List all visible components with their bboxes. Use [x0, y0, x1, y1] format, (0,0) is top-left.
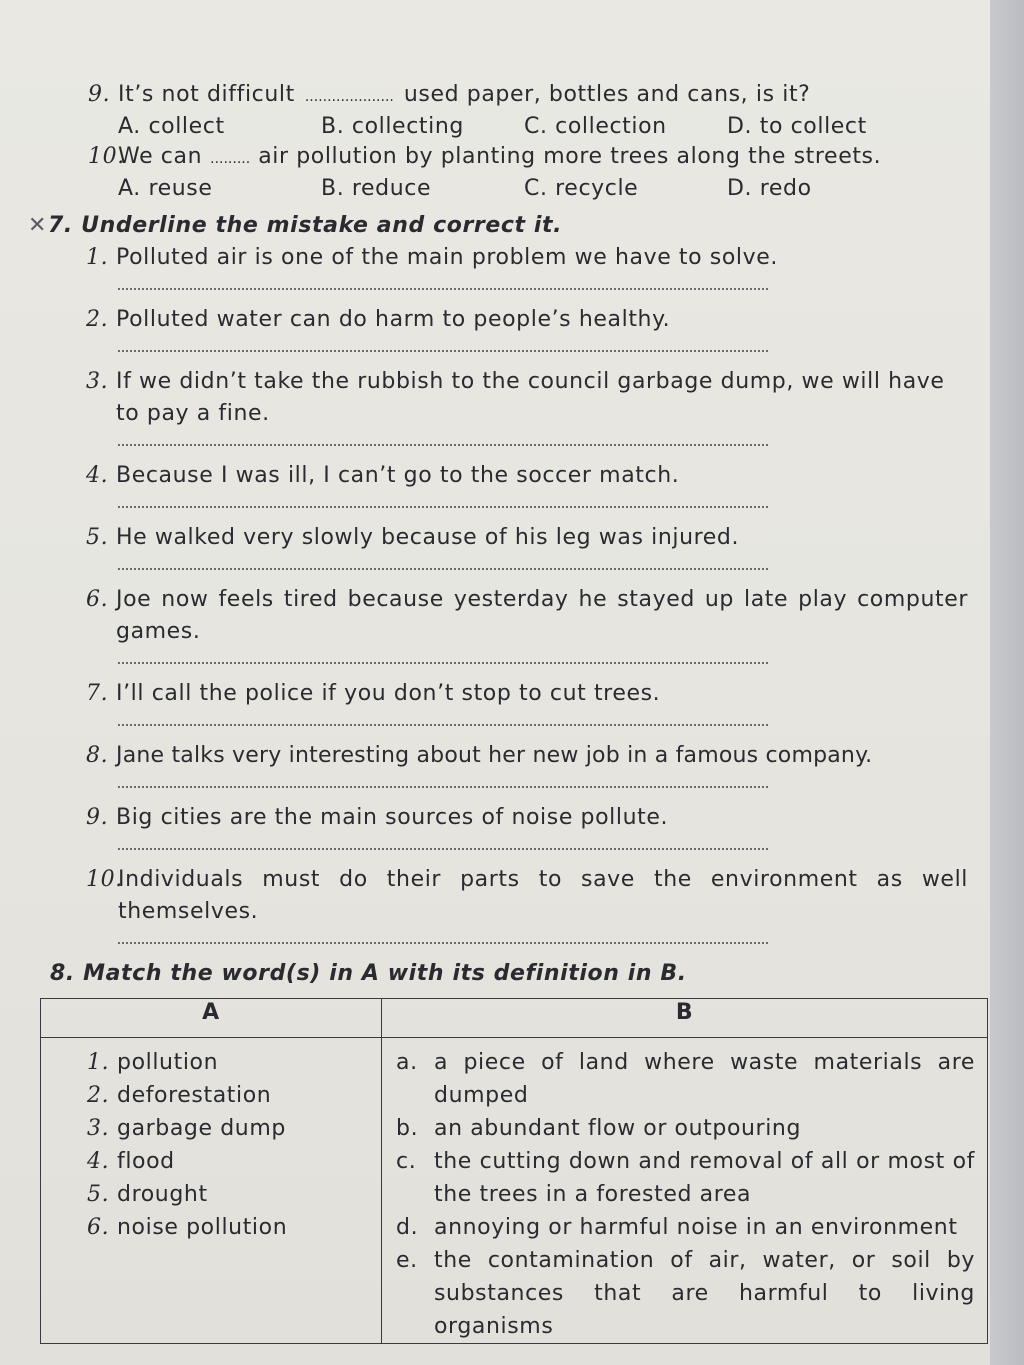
- item-number: 5.: [86, 525, 109, 550]
- exercise-item: [56, 864, 968, 944]
- column-b-header: B: [382, 999, 988, 1038]
- item-sentence: Because I was ill, I can’t go to the soccer match.: [116, 463, 680, 488]
- item-number: 2.: [86, 307, 109, 332]
- item-number: 9.: [86, 805, 109, 830]
- exercise-item: [56, 304, 968, 352]
- section-7-title: 7. Underline the mistake and correct it.: [48, 213, 563, 238]
- item-sentence: Polluted water can do harm to people’s healthy.: [116, 307, 671, 332]
- option-a: A. reuse: [118, 176, 213, 201]
- answer-blank: .........: [210, 151, 251, 167]
- column-a-header: A: [41, 999, 382, 1038]
- definition-letter: c.: [396, 1149, 417, 1174]
- item-sentence: He walked very slowly because of his leg was injured.: [116, 525, 740, 550]
- item-sentence: Joe now feels tired because yesterday he stayed up late play computer games.: [116, 587, 968, 644]
- exercise-item: [56, 740, 968, 788]
- question-number: 10.: [88, 144, 125, 169]
- word-text: flood: [117, 1149, 175, 1174]
- word-number: 1.: [87, 1050, 110, 1075]
- option-b: B. reduce: [321, 176, 432, 201]
- exercise-item: [56, 242, 968, 290]
- item-sentence: If we didn’t take the rubbish to the council garbage dump, we will have to pay a fine.: [116, 369, 945, 426]
- matching-table: [40, 998, 988, 1344]
- word-number: 6.: [87, 1215, 110, 1240]
- item-sentence: Polluted air is one of the main problem we have to solve.: [116, 245, 778, 270]
- answer-line[interactable]: [118, 772, 768, 788]
- section-8-title: 8. Match the word(s) in A with its definition in B.: [50, 961, 687, 986]
- definition-item: [396, 1145, 975, 1211]
- word-text: noise pollution: [117, 1215, 288, 1240]
- word-item: [87, 1145, 381, 1178]
- section-8-heading: [50, 958, 968, 990]
- word-number: 4.: [87, 1149, 110, 1174]
- question-10-options: [56, 174, 968, 204]
- background-surface: [990, 0, 1024, 1365]
- word-item: [87, 1079, 381, 1112]
- section-7-heading: [28, 210, 968, 242]
- item-sentence: Individuals must do their parts to save the environment as well themselves.: [118, 867, 968, 924]
- exercise-item: [56, 678, 968, 726]
- question-text-before: We can: [118, 144, 203, 169]
- item-number: 8.: [86, 743, 109, 768]
- word-text: drought: [117, 1182, 208, 1207]
- exercise-item: [56, 802, 968, 850]
- answer-line[interactable]: [118, 710, 768, 726]
- definition-text: the contamination of air, water, or soil by substances that are harmful to living organisms: [434, 1248, 975, 1339]
- answer-line[interactable]: [118, 554, 768, 570]
- answer-line[interactable]: [118, 492, 768, 508]
- option-a: A. collect: [118, 114, 225, 139]
- item-sentence: Jane talks very interesting about her new job in a famous company.: [116, 743, 873, 768]
- question-10: [56, 142, 968, 174]
- item-number: 4.: [86, 463, 109, 488]
- item-number: 6.: [86, 587, 109, 612]
- option-d: D. redo: [727, 176, 812, 201]
- definition-letter: b.: [396, 1116, 419, 1141]
- table-body-row: [41, 1038, 988, 1344]
- column-a-cell: [41, 1038, 382, 1344]
- word-item: [87, 1046, 381, 1079]
- definition-text: a piece of land where waste materials are dumped: [434, 1050, 975, 1108]
- question-text-after: air pollution by planting more trees along the streets.: [258, 144, 882, 169]
- answer-line[interactable]: [118, 834, 768, 850]
- exercise-item: [56, 366, 968, 446]
- answer-blank: ....................: [304, 89, 394, 105]
- option-b: B. collecting: [321, 114, 464, 139]
- option-c: C. collection: [524, 114, 667, 139]
- item-sentence: Big cities are the main sources of noise pollute.: [116, 805, 669, 830]
- word-item: [87, 1211, 381, 1244]
- definition-text: the cutting down and removal of all or most of the trees in a forested area: [434, 1149, 975, 1207]
- word-number: 2.: [87, 1083, 110, 1108]
- word-text: pollution: [117, 1050, 219, 1075]
- word-text: deforestation: [117, 1083, 272, 1108]
- definition-letter: d.: [396, 1215, 419, 1240]
- exercise-item: [56, 460, 968, 508]
- word-number: 3.: [87, 1116, 110, 1141]
- definition-item: [396, 1244, 975, 1343]
- definition-text: annoying or harmful noise in an environment: [434, 1215, 958, 1240]
- answer-line[interactable]: [118, 430, 768, 446]
- answer-line[interactable]: [118, 648, 768, 664]
- question-text-after: used paper, bottles and cans, is it?: [403, 82, 811, 107]
- answer-line[interactable]: [118, 336, 768, 352]
- question-9-options: [56, 112, 968, 142]
- question-text-before: It’s not difficult: [118, 82, 295, 107]
- word-item: [87, 1112, 381, 1145]
- column-b-cell: [382, 1038, 988, 1344]
- option-c: C. recycle: [524, 176, 639, 201]
- exercise-item: [56, 522, 968, 570]
- word-number: 5.: [87, 1182, 110, 1207]
- word-item: [87, 1178, 381, 1211]
- question-9: [56, 80, 968, 112]
- item-number: 3.: [86, 369, 109, 394]
- item-number: 1.: [86, 245, 109, 270]
- word-text: garbage dump: [117, 1116, 286, 1141]
- definition-letter: e.: [396, 1248, 418, 1273]
- definition-letter: a.: [396, 1050, 418, 1075]
- definition-item: [396, 1211, 975, 1244]
- answer-line[interactable]: [118, 274, 768, 290]
- exercise-item: [56, 584, 968, 664]
- question-number: 9.: [88, 82, 111, 107]
- item-sentence: I’ll call the police if you don’t stop to cut trees.: [116, 681, 661, 706]
- item-number: 10.: [86, 867, 123, 892]
- item-number: 7.: [86, 681, 109, 706]
- worksheet-content: [28, 80, 968, 990]
- table-header-row: [41, 999, 988, 1038]
- handwritten-mark: ✕: [28, 213, 48, 238]
- definition-item: [396, 1112, 975, 1145]
- definition-text: an abundant flow or outpouring: [434, 1116, 802, 1141]
- option-d: D. to collect: [727, 114, 867, 139]
- definition-item: [396, 1046, 975, 1112]
- answer-line[interactable]: [118, 928, 768, 944]
